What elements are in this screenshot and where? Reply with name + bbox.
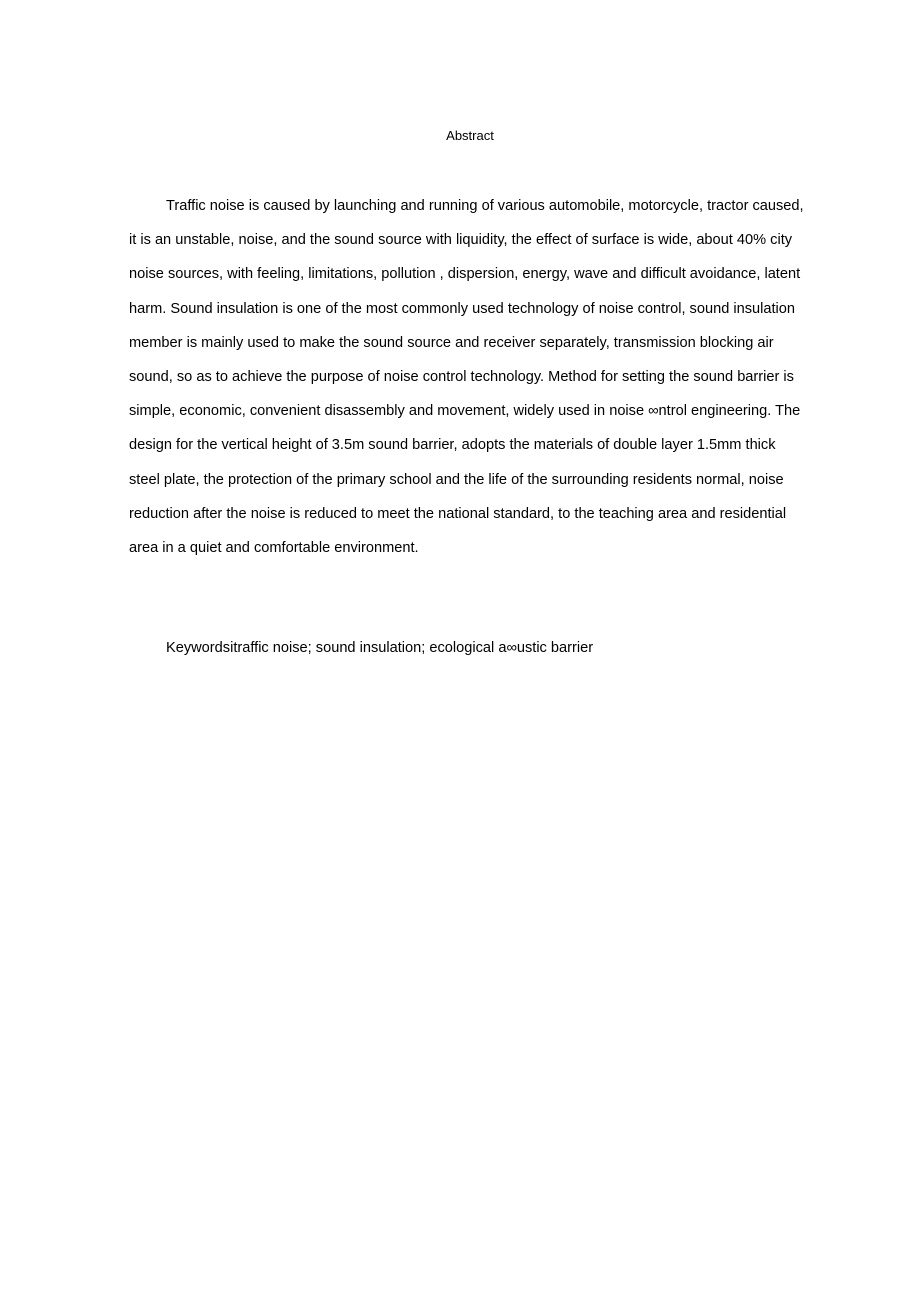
abstract-title: Abstract [446,128,494,143]
keywords-line: Keywordsitraffic noise; sound insulation; ecological a∞ustic barrier [166,640,594,656]
abstract-paragraph: Traffic noise is caused by launching and running of various automobile, motorcycle, tractor caused, it is an unstable, noise, and the sound source with liquidity, the effect of surface is wide, about 40% city noise sources, with feeling, limitations, pollution , dispersion, energy, wave and difficult avoidance, latent harm. Sound insulation is one of the most commonly used technology of noise control, sound insulation member is mainly used to make the sound source and receiver separately, transmission blocking air sound, so as to achieve the purpose of noise control technology. Method for setting the sound barrier is simple, economic, convenient disassembly and movement, widely used in noise ∞ntrol engineering. The design for the vertical height of 3.5m sound barrier, adopts the materials of double layer 1.5mm thick steel plate, the protection of the primary school and the life of the surrounding residents normal, noise reduction after the noise is reduced to meet the national standard, to the teaching area and residential area in a quiet and comfortable environment. [129,198,804,557]
